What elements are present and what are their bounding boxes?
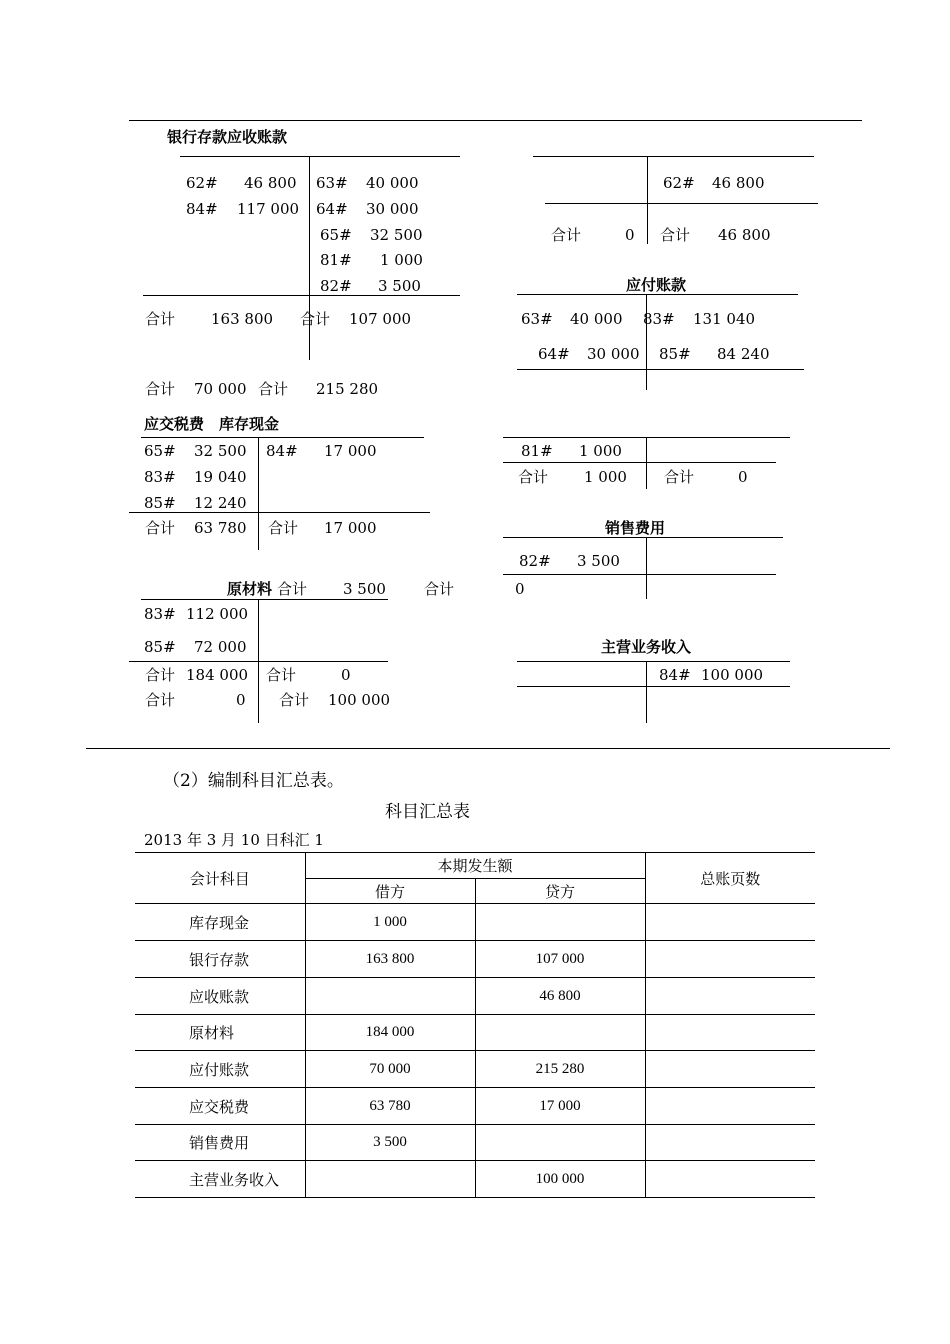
t-account-total-line: [503, 574, 776, 575]
account-name: 原材料: [135, 1015, 305, 1051]
account-name: 银行存款: [135, 941, 305, 978]
account-name: 应交税费: [135, 1088, 305, 1125]
ledger-page: [645, 904, 815, 941]
ledger-page: [645, 941, 815, 978]
entry-amount: 1 000: [380, 251, 423, 269]
entry-ref: 83#: [144, 468, 176, 486]
credit-total: 0: [738, 468, 748, 486]
total-label: 合计: [424, 580, 455, 598]
entry-amount: 40 000: [366, 174, 419, 192]
header-amount: 本期发生额: [305, 853, 645, 879]
total-label: 合计: [266, 666, 297, 684]
table-title: 科目汇总表: [385, 802, 470, 822]
total-label: 合计: [660, 226, 691, 244]
debit-total: 163 800: [211, 310, 274, 328]
entry-amount: 19 040: [194, 468, 247, 486]
debit-amount: 184 000: [305, 1015, 475, 1051]
table-row: [135, 904, 815, 941]
t-account-top-line: [141, 437, 424, 438]
debit-total: 1 000: [584, 468, 627, 486]
header-account: 会计科目: [135, 853, 305, 904]
total-label: 合计: [268, 519, 299, 537]
credit-total: 100 000: [328, 691, 391, 709]
entry-amount: 12 240: [194, 494, 247, 512]
credit-amount: [475, 1125, 645, 1161]
credit-amount: 100 000: [475, 1161, 645, 1198]
entry-amount: 32 500: [370, 226, 423, 244]
credit-total: 107 000: [349, 310, 412, 328]
entry-ref: 83#: [144, 605, 176, 623]
t-account-total-line: [545, 203, 818, 204]
debit-amount: 163 800: [305, 941, 475, 978]
table-row: [135, 1161, 815, 1198]
entry-amount: 3 500: [577, 552, 620, 570]
entry-ref: 81#: [521, 442, 553, 460]
header-debit: 借方: [305, 879, 475, 904]
entry-amount: 32 500: [194, 442, 247, 460]
entry-amount: 46 800: [712, 174, 765, 192]
t-account-total-line: [517, 686, 790, 687]
t-account-divider: [309, 156, 310, 360]
account-name: 主营业务收入: [135, 1161, 305, 1198]
total-label: 合计: [145, 380, 176, 398]
header-ledger-page: 总账页数: [645, 853, 815, 904]
t-account-top-line: [533, 156, 814, 157]
t-account-title: 销售费用: [605, 519, 666, 537]
entry-ref: 83#: [643, 310, 675, 328]
total-label: 合计: [145, 691, 176, 709]
account-name: 库存现金: [135, 904, 305, 941]
credit-amount: 215 280: [475, 1051, 645, 1088]
entry-amount: 117 000: [237, 200, 300, 218]
entry-ref: 84#: [186, 200, 218, 218]
t-account-title: 应交税费 库存现金: [144, 415, 280, 433]
entry-ref: 81#: [320, 251, 352, 269]
entry-ref: 84#: [266, 442, 298, 460]
account-name: 应收账款: [135, 978, 305, 1015]
total-label: 合计: [145, 310, 176, 328]
t-account-total-line: [503, 462, 776, 463]
total-label: 合计: [277, 580, 308, 598]
credit-total: 0: [341, 666, 351, 684]
table-row: [135, 1088, 815, 1125]
total-label: 合计: [145, 519, 176, 537]
entry-amount: 3 500: [378, 277, 421, 295]
t-account-total-line: [143, 295, 460, 296]
t-account-total-line: [129, 661, 388, 662]
debit-amount: 1 000: [305, 904, 475, 941]
debit-total: 63 780: [194, 519, 247, 537]
t-account-title: 主营业务收入: [601, 638, 692, 656]
top-rule: [129, 120, 862, 121]
t-account-total-line: [129, 512, 430, 513]
section-rule: [86, 748, 890, 749]
total-value: 0: [515, 580, 525, 598]
t-account-top-line: [503, 537, 783, 538]
credit-total: 46 800: [718, 226, 771, 244]
section-heading: （2）编制科目汇总表。: [163, 771, 344, 791]
credit-amount: [475, 904, 645, 941]
entry-amount: 112 000: [186, 605, 249, 623]
total-label: 合计: [551, 226, 582, 244]
ledger-page: [645, 1088, 815, 1125]
entry-ref: 62#: [186, 174, 218, 192]
entry-ref: 63#: [521, 310, 553, 328]
t-account-top-line: [180, 156, 460, 157]
credit-amount: 107 000: [475, 941, 645, 978]
entry-ref: 84#: [659, 666, 691, 684]
entry-amount: 30 000: [587, 345, 640, 363]
t-account-top-line: [517, 661, 790, 662]
entry-amount: 1 000: [579, 442, 622, 460]
ledger-page: [645, 1125, 815, 1161]
credit-amount: [475, 1015, 645, 1051]
table-row: [135, 1125, 815, 1161]
credit-amount: 46 800: [475, 978, 645, 1015]
entry-ref: 62#: [663, 174, 695, 192]
entry-ref: 85#: [144, 638, 176, 656]
t-account-divider: [646, 437, 647, 489]
t-account-top-line: [517, 294, 798, 295]
entry-amount: 72 000: [194, 638, 247, 656]
debit-total: 0: [625, 226, 635, 244]
entry-ref: 64#: [538, 345, 570, 363]
table-row: [135, 941, 815, 978]
table-meta: 2013 年 3 月 10 日科汇 1: [144, 831, 324, 849]
total-label: 合计: [279, 691, 310, 709]
debit-amount: 3 500: [305, 1125, 475, 1161]
account-summary-table: [135, 852, 815, 1198]
credit-total: 215 280: [316, 380, 379, 398]
credit-amount: 17 000: [475, 1088, 645, 1125]
debit-total: 184 000: [186, 666, 249, 684]
entry-amount: 40 000: [570, 310, 623, 328]
total-label: 合计: [258, 380, 289, 398]
table-row: [135, 1015, 815, 1051]
t-account-divider: [646, 661, 647, 723]
entry-amount: 46 800: [244, 174, 297, 192]
t-account-divider: [258, 437, 259, 550]
debit-total: 70 000: [194, 380, 247, 398]
t-account-title: 原材料: [227, 580, 273, 598]
account-name: 销售费用: [135, 1125, 305, 1161]
ledger-page: [645, 1015, 815, 1051]
table-row: [135, 978, 815, 1015]
entry-amount: 100 000: [701, 666, 764, 684]
t-account-title: 银行存款应收账款: [167, 128, 288, 146]
entry-amount: 84 240: [717, 345, 770, 363]
entry-ref: 82#: [320, 277, 352, 295]
total-label: 合计: [300, 310, 331, 328]
t-account-divider: [647, 156, 648, 244]
total-label: 合计: [664, 468, 695, 486]
debit-amount: [305, 1161, 475, 1198]
t-account-top-line: [141, 599, 388, 600]
debit-amount: [305, 978, 475, 1015]
header-credit: 贷方: [475, 879, 645, 904]
entry-ref: 82#: [519, 552, 551, 570]
total-label: 合计: [518, 468, 549, 486]
t-account-total-line: [517, 369, 804, 370]
ledger-page: [645, 1051, 815, 1088]
entry-ref: 64#: [316, 200, 348, 218]
entry-amount: 17 000: [324, 442, 377, 460]
entry-ref: 85#: [659, 345, 691, 363]
entry-amount: 131 040: [693, 310, 756, 328]
entry-ref: 65#: [144, 442, 176, 460]
t-account-divider: [646, 537, 647, 599]
debit-amount: 70 000: [305, 1051, 475, 1088]
t-account-title: 应付账款: [626, 276, 687, 294]
t-account-divider: [646, 294, 647, 390]
entry-ref: 63#: [316, 174, 348, 192]
account-name: 应付账款: [135, 1051, 305, 1088]
debit-total: 0: [236, 691, 246, 709]
debit-amount: 63 780: [305, 1088, 475, 1125]
credit-total: 17 000: [324, 519, 377, 537]
entry-ref: 85#: [144, 494, 176, 512]
total-label: 合计: [145, 666, 176, 684]
total-value: 3 500: [343, 580, 386, 598]
ledger-page: [645, 1161, 815, 1198]
entry-ref: 65#: [320, 226, 352, 244]
entry-amount: 30 000: [366, 200, 419, 218]
ledger-page: [645, 978, 815, 1015]
table-row: [135, 1051, 815, 1088]
